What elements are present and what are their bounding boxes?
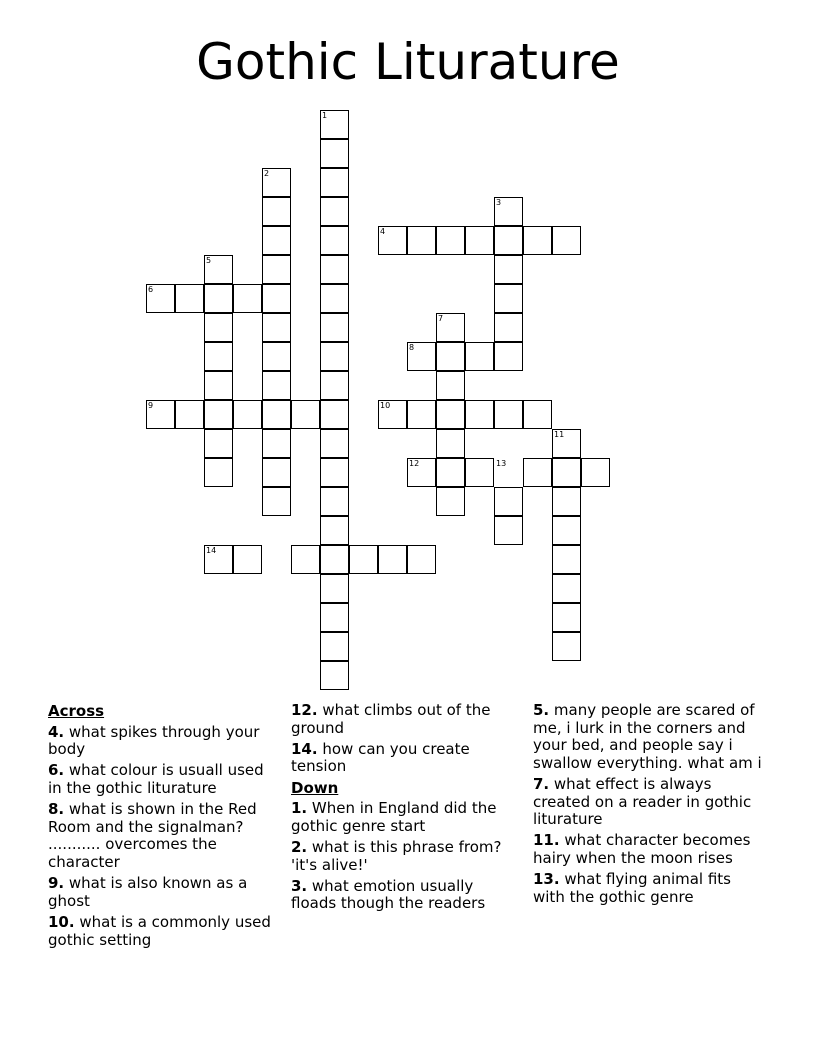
grid-cell[interactable] xyxy=(320,632,349,661)
grid-cell[interactable] xyxy=(320,603,349,632)
grid-cell[interactable] xyxy=(494,400,523,429)
grid-cell[interactable] xyxy=(262,342,291,371)
clue-number: 3 xyxy=(496,198,502,207)
clues-column-1 xyxy=(48,702,280,953)
grid-cell[interactable] xyxy=(262,429,291,458)
clue-text: what colour is usuall used in the gothic liturature xyxy=(48,761,264,797)
grid-cell[interactable] xyxy=(204,371,233,400)
grid-cell[interactable] xyxy=(320,458,349,487)
clue-text: When in England did the gothic genre start xyxy=(291,799,497,835)
clue-number: 14 xyxy=(206,546,217,555)
grid-cell[interactable] xyxy=(436,487,465,516)
grid-cell[interactable] xyxy=(581,458,610,487)
clue-text: what is shown in the Red Room and the signalman? ........... overcomes the character xyxy=(48,800,257,871)
grid-cell[interactable] xyxy=(320,168,349,197)
clue-number-label: 7. xyxy=(533,774,550,793)
grid-cell[interactable] xyxy=(320,371,349,400)
clue-text: what is also known as a ghost xyxy=(48,874,248,910)
clue-item xyxy=(533,702,765,772)
grid-cell[interactable] xyxy=(320,516,349,545)
clue-number: 11 xyxy=(554,430,565,439)
grid-cell[interactable] xyxy=(320,574,349,603)
grid-cell[interactable] xyxy=(407,400,436,429)
clues-column-3 xyxy=(533,702,765,910)
clue-number-label: 13. xyxy=(533,870,560,889)
grid-cell[interactable] xyxy=(262,197,291,226)
clue-item xyxy=(533,776,765,829)
clue-text: what climbs out of the ground xyxy=(291,701,491,737)
grid-cell[interactable] xyxy=(291,545,320,574)
grid-cell[interactable] xyxy=(262,371,291,400)
grid-cell[interactable] xyxy=(494,487,523,516)
clue-number: 9 xyxy=(148,401,154,410)
clue-item xyxy=(291,800,523,835)
grid-cell[interactable] xyxy=(494,342,523,371)
grid-cell[interactable] xyxy=(436,342,465,371)
across-clue-list xyxy=(48,724,280,950)
grid-cell[interactable] xyxy=(233,284,262,313)
grid-cell[interactable] xyxy=(465,226,494,255)
grid-cell[interactable] xyxy=(320,313,349,342)
grid-cell[interactable] xyxy=(494,226,523,255)
across-clue-list-continued xyxy=(291,702,523,776)
grid-cell[interactable] xyxy=(349,545,378,574)
clue-number-label: 4. xyxy=(48,722,65,741)
clue-item xyxy=(48,801,280,871)
grid-cell[interactable] xyxy=(320,661,349,690)
clue-number-label: 12. xyxy=(291,701,318,719)
grid-cell[interactable] xyxy=(552,603,581,632)
clue-number: 13 xyxy=(496,459,507,468)
grid-cell[interactable] xyxy=(233,545,262,574)
clue-number-label: 6. xyxy=(48,761,65,780)
grid-cell[interactable] xyxy=(262,400,291,429)
grid-cell[interactable] xyxy=(407,545,436,574)
clue-item xyxy=(48,762,280,797)
grid-cell[interactable] xyxy=(262,226,291,255)
down-header: Down xyxy=(291,778,339,797)
clue-text: many people are scared of me, i lurk in the corners and your bed, and people say i swallow everything. what am i xyxy=(533,701,762,772)
clue-item xyxy=(291,702,523,737)
grid-cell[interactable] xyxy=(436,458,465,487)
clue-item xyxy=(533,871,765,906)
clue-number-label: 8. xyxy=(48,800,65,819)
clue-text: what character becomes hairy when the moon rises xyxy=(533,831,751,867)
clue-number: 12 xyxy=(409,459,420,468)
clue-number: 1 xyxy=(322,111,328,120)
grid-cell[interactable] xyxy=(320,429,349,458)
clue-item xyxy=(533,832,765,867)
grid-cell[interactable] xyxy=(552,545,581,574)
clue-number: 4 xyxy=(380,227,386,236)
grid-cell[interactable] xyxy=(204,342,233,371)
grid-cell[interactable] xyxy=(204,458,233,487)
clue-text: what flying animal fits with the gothic genre xyxy=(533,870,732,906)
clue-text: what spikes through your body xyxy=(48,722,260,759)
grid-cell[interactable] xyxy=(320,255,349,284)
clue-number: 5 xyxy=(206,256,212,265)
grid-cell[interactable] xyxy=(523,458,552,487)
grid-cell[interactable] xyxy=(320,197,349,226)
clue-item xyxy=(48,914,280,949)
grid-cell[interactable] xyxy=(204,400,233,429)
grid-cell[interactable] xyxy=(552,574,581,603)
clue-number-label: 11. xyxy=(533,831,560,850)
grid-cell[interactable] xyxy=(262,313,291,342)
clue-number-label: 9. xyxy=(48,874,65,893)
clue-item xyxy=(291,878,523,913)
grid-cell[interactable] xyxy=(320,400,349,429)
grid-cell[interactable] xyxy=(320,487,349,516)
grid-cell[interactable] xyxy=(320,226,349,255)
grid-cell[interactable] xyxy=(320,545,349,574)
clue-item xyxy=(291,839,523,874)
grid-cell[interactable] xyxy=(291,400,320,429)
grid-cell[interactable] xyxy=(320,284,349,313)
grid-cell[interactable] xyxy=(175,400,204,429)
grid-cell[interactable] xyxy=(262,284,291,313)
clue-number: 6 xyxy=(148,285,154,294)
grid-cell[interactable] xyxy=(552,226,581,255)
grid-cell[interactable] xyxy=(494,516,523,545)
across-header: Across xyxy=(48,702,105,720)
clue-item xyxy=(291,741,523,776)
grid-cell[interactable] xyxy=(262,255,291,284)
clue-text: what emotion usually floads though the readers xyxy=(291,876,486,913)
clue-number-label: 1. xyxy=(291,799,308,818)
grid-cell[interactable] xyxy=(233,400,262,429)
grid-cell[interactable] xyxy=(523,226,552,255)
clue-number: 10 xyxy=(380,401,391,410)
clue-number: 8 xyxy=(409,343,415,352)
grid-cell[interactable] xyxy=(378,545,407,574)
clue-number-label: 5. xyxy=(533,701,550,719)
grid-cell[interactable] xyxy=(436,226,465,255)
clue-number: 2 xyxy=(264,169,270,178)
grid-cell[interactable] xyxy=(552,487,581,516)
clue-text: how can you create tension xyxy=(291,739,470,776)
grid-cell[interactable] xyxy=(465,400,494,429)
down-clue-list-continued xyxy=(533,702,765,906)
grid-cell[interactable] xyxy=(262,458,291,487)
grid-cell[interactable] xyxy=(407,226,436,255)
grid-cell[interactable] xyxy=(465,342,494,371)
grid-cell[interactable] xyxy=(552,458,581,487)
grid-cell[interactable] xyxy=(494,313,523,342)
grid-cell[interactable] xyxy=(436,429,465,458)
grid-cell[interactable] xyxy=(552,516,581,545)
clue-number-label: 10. xyxy=(48,912,75,931)
clue-item xyxy=(48,875,280,910)
grid-cell[interactable] xyxy=(262,487,291,516)
clue-number-label: 14. xyxy=(291,739,318,758)
clue-text: what effect is always created on a reader in gothic liturature xyxy=(533,774,752,829)
grid-cell[interactable] xyxy=(436,371,465,400)
grid-cell[interactable] xyxy=(436,400,465,429)
clues-column-2 xyxy=(291,702,523,917)
clue-text: what is a commonly used gothic setting xyxy=(48,912,271,949)
grid-cell[interactable] xyxy=(175,284,204,313)
clue-number-label: 2. xyxy=(291,837,308,856)
down-clue-list xyxy=(291,800,523,913)
grid-cell[interactable] xyxy=(552,632,581,661)
grid-cell[interactable] xyxy=(204,284,233,313)
page-title: Gothic Liturature xyxy=(196,33,620,91)
grid-cell[interactable] xyxy=(320,139,349,168)
grid-cell[interactable] xyxy=(494,255,523,284)
clue-number-label: 3. xyxy=(291,876,308,895)
grid-cell[interactable] xyxy=(204,429,233,458)
clue-text: what is this phrase from? 'it's alive!' xyxy=(291,837,502,874)
clue-item xyxy=(48,724,280,759)
grid-cell[interactable] xyxy=(523,400,552,429)
grid-cell[interactable] xyxy=(204,313,233,342)
grid-cell[interactable] xyxy=(465,458,494,487)
grid-cell[interactable] xyxy=(320,342,349,371)
grid-cell[interactable] xyxy=(494,284,523,313)
clue-number: 7 xyxy=(438,314,444,323)
